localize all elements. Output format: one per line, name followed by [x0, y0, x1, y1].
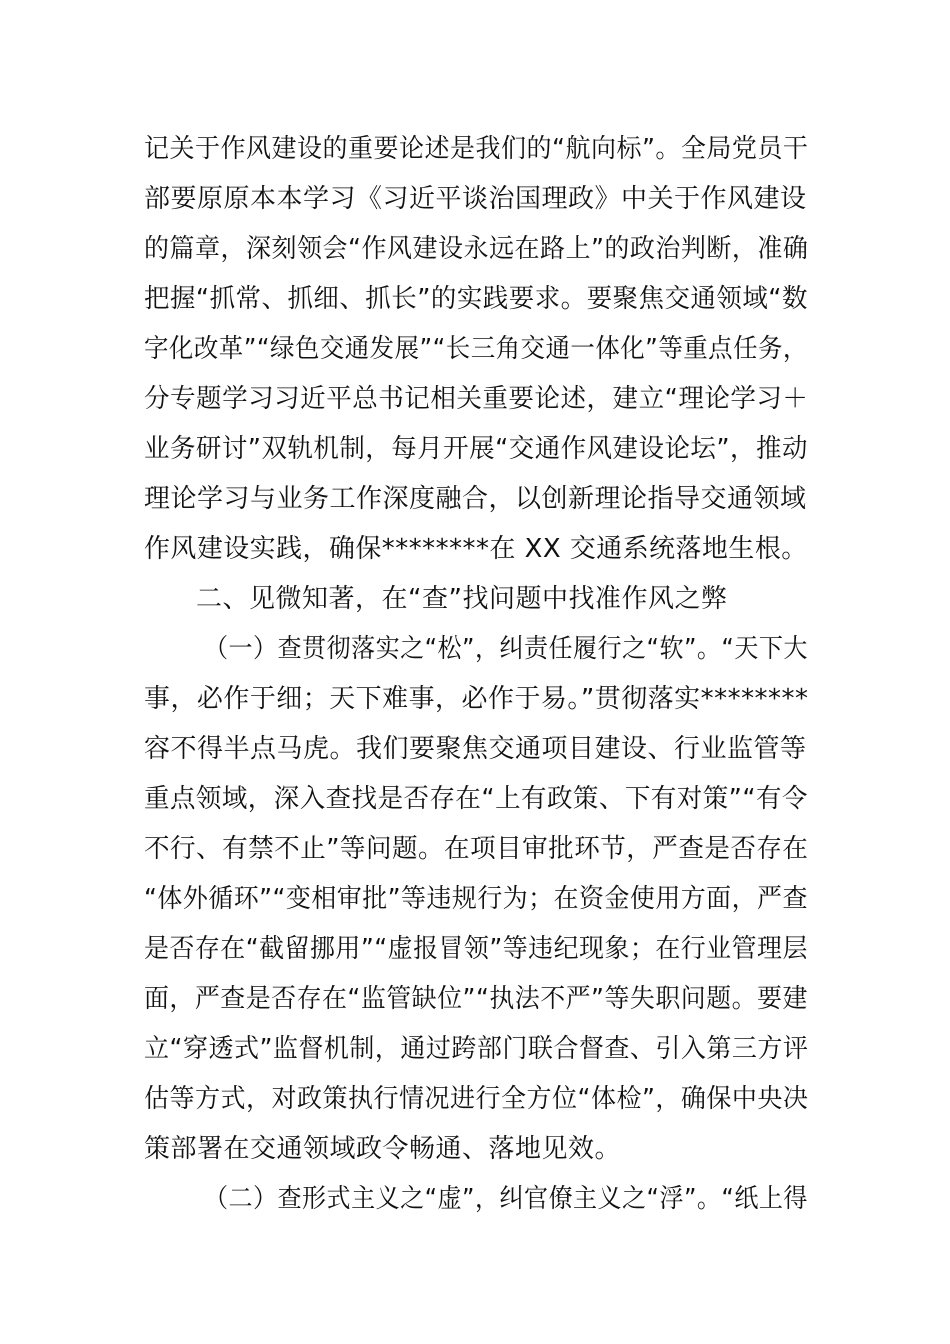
- paragraph-line: 部要原原本本学习《习近平谈治国理政》中关于作风建设: [144, 184, 807, 214]
- paragraph-line: 估等方式，对政策执行情况进行全方位“体检”，确保中央决: [144, 1084, 809, 1114]
- paragraph-line: 面，严查是否存在“监管缺位”“执法不严”等失职问题。要建: [144, 984, 808, 1014]
- paragraph-line: 业务研讨”双轨机制，每月开展“交通作风建设论坛”，推动: [144, 434, 808, 464]
- paragraph-line: 容不得半点马虎。我们要聚焦交通项目建设、行业监管等: [144, 734, 807, 764]
- paragraph-line: 不行、有禁不止”等问题。在项目审批环节，严查是否存在: [144, 834, 809, 864]
- paragraph-line: 记关于作风建设的重要论述是我们的“航向标”。全局党员干: [144, 134, 809, 164]
- paragraph-line: “体外循环”“变相审批”等违规行为；在资金使用方面，严查: [144, 884, 808, 914]
- paragraph-line: 字化改革”“绿色交通发展”“长三角交通一体化”等重点任务，: [144, 334, 808, 364]
- paragraph-line: 把握“抓常、抓细、抓长”的实践要求。要聚焦交通领域“数: [144, 284, 808, 314]
- paragraph-line: 事，必作于细；天下难事，必作于易。”贯彻落实********: [144, 684, 809, 714]
- paragraph-line: 理论学习与业务工作深度融合，以创新理论指导交通领域: [144, 484, 807, 514]
- paragraph-line: 的篇章，深刻领会“作风建设永远在路上”的政治判断，准确: [144, 234, 809, 264]
- paragraph-line: 是否存在“截留挪用”“虚报冒领”等违纪现象；在行业管理层: [144, 934, 808, 964]
- section-heading: 二、见微知著，在“查”找问题中找准作风之弊: [196, 584, 728, 614]
- paragraph-line: 策部署在交通领域政令畅通、落地见效。: [144, 1134, 622, 1164]
- subsection-heading-line: （二）查形式主义之“虚”，纠官僚主义之“浮”。“纸上得: [204, 1184, 808, 1214]
- paragraph-line: 立“穿透式”监督机制，通过跨部门联合督查、引入第三方评: [144, 1034, 809, 1064]
- paragraph-line: 分专题学习习近平总书记相关重要论述，建立“理论学习＋: [144, 384, 809, 414]
- paragraph-line: 作风建设实践，确保********在 XX 交通系统落地生根。: [144, 534, 808, 564]
- paragraph-line: 重点领域，深入查找是否存在“上有政策、下有对策”“有令: [144, 784, 808, 814]
- subsection-heading-line: （一）查贯彻落实之“松”，纠责任履行之“软”。“天下大: [204, 634, 808, 664]
